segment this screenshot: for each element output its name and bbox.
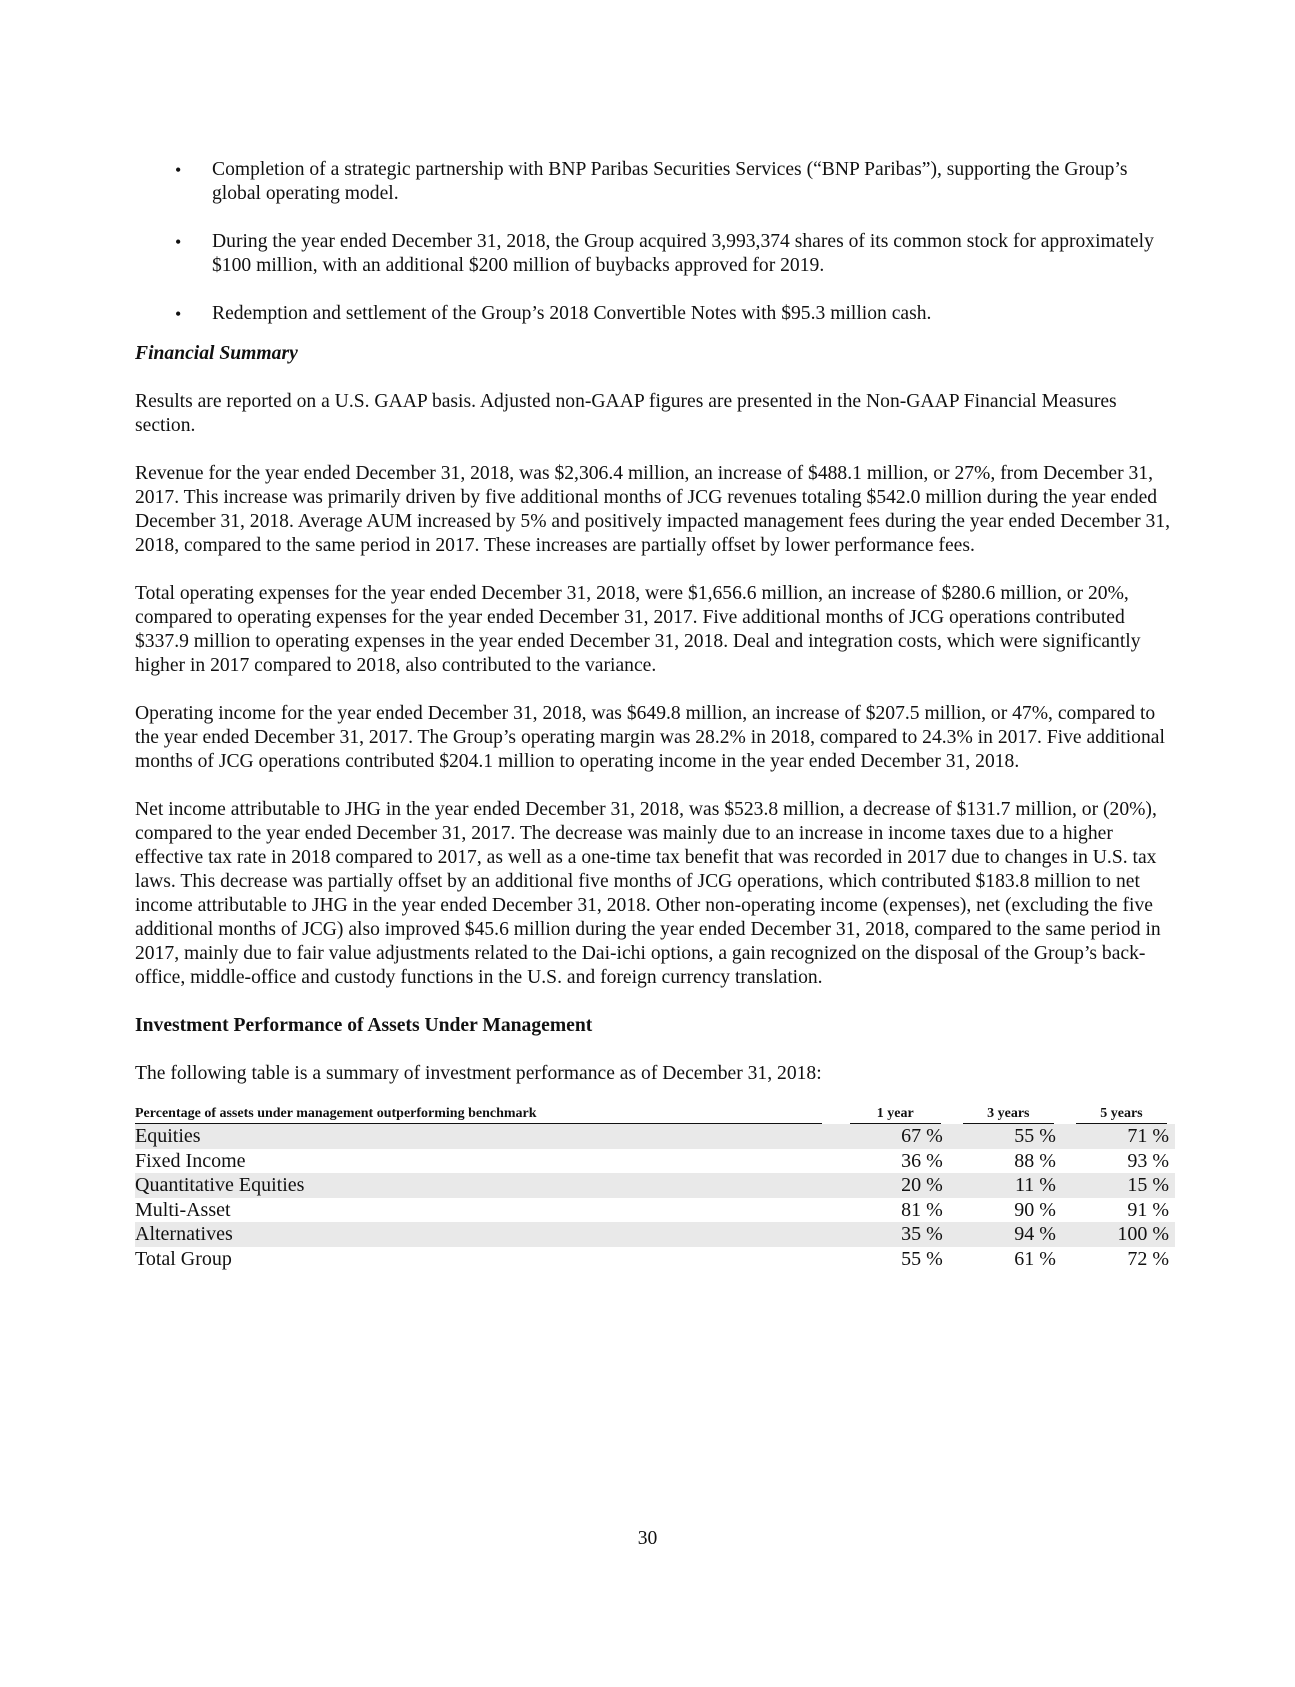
paragraph: Total operating expenses for the year ended December 31, 2018, were $1,656.6 million, an increase of $280.6 million, or 20%, compared to operating expenses for the year ended December 31, 2017. Five additional months of JCG operations contributed $337.9 million to operating expenses in the year ended December 31, 2018. Deal and integration costs, which were significantly higher in 2017 compared to 2018, also contributed to the variance.	[135, 583, 1141, 676]
cell-5-years: 93 %	[1127, 1149, 1169, 1172]
cell-1-year: 20 %	[836, 1173, 949, 1198]
table-row	[135, 1222, 1175, 1247]
table-header-1-year: 1 year	[836, 1106, 949, 1124]
cell-5-years: 100 %	[1062, 1222, 1175, 1247]
bullet-text: During the year ended December 31, 2018, the Group acquired 3,993,374 shares of its common stock for approximately $100 million, with an additional $200 million of buybacks approved for 2019.	[212, 231, 1154, 276]
table-row	[135, 1124, 1175, 1149]
bullet-item	[135, 158, 1175, 206]
bullet-item	[135, 302, 1175, 326]
bullet-text: Redemption and settlement of the Group’s 2018 Convertible Notes with $95.3 million cash.	[212, 303, 932, 324]
table-header-5-years: 5 years	[1062, 1106, 1175, 1124]
cell-1-year: 35 %	[836, 1222, 949, 1247]
table-row	[135, 1198, 1175, 1223]
bullet-list	[135, 158, 1175, 326]
bullet-icon: •	[175, 232, 182, 252]
cell-1-year: 67 %	[836, 1124, 949, 1149]
cell-5-years: 91 %	[1127, 1198, 1169, 1221]
page-number: 30	[637, 1528, 658, 1549]
bullet-text: Completion of a strategic partnership with BNP Paribas Securities Services (“BNP Paribas”), supporting the Group’s global operating model.	[212, 159, 1128, 204]
paragraph: Revenue for the year ended December 31, 2018, was $2,306.4 million, an increase of $488.1 million, or 27%, from December 31, 2017. This increase was primarily driven by five additional months of JCG revenues totaling $542.0 million during the year ended December 31, 2018. Average AUM increased by 5% and positively impacted management fees during the year ended December 31, 2018, compared to the same period in 2017. These increases are partially offset by lower performance fees.	[135, 463, 1171, 556]
investment-performance-heading: Investment Performance of Assets Under Management	[135, 1015, 593, 1036]
cell-5-years: 71 %	[1062, 1124, 1175, 1149]
cell-3-years: 11 %	[949, 1173, 1062, 1198]
bullet-icon: •	[175, 304, 182, 324]
bullet-icon: •	[175, 160, 182, 180]
row-label: Alternatives	[135, 1222, 836, 1247]
cell-3-years: 94 %	[949, 1222, 1062, 1247]
bullet-item	[135, 230, 1175, 278]
table-row	[135, 1149, 1175, 1174]
row-label: Quantitative Equities	[135, 1173, 836, 1198]
row-label: Fixed Income	[135, 1149, 246, 1172]
table-header-row	[135, 1106, 1175, 1124]
cell-1-year: 36 %	[901, 1149, 943, 1172]
cell-3-years: 90 %	[1014, 1198, 1056, 1221]
paragraph: Results are reported on a U.S. GAAP basis. Adjusted non-GAAP figures are presented in the Non-GAAP Financial Measures section.	[135, 391, 1117, 436]
table-row	[135, 1173, 1175, 1198]
paragraph: Net income attributable to JHG in the year ended December 31, 2018, was $523.8 million, a decrease of $131.7 million, or (20%), compared to the year ended December 31, 2017. The decrease was mainly due to an increase in income taxes due to a higher effective tax rate in 2018 compared to 2017, as well as a one-time tax benefit that was recorded in 2017 due to changes in U.S. tax laws. This decrease was partially offset by an additional five months of JCG operations, which contributed $183.8 million to net income attributable to JHG in the year ended December 31, 2018. Other non-operating income (expenses), net (excluding the five additional months of JCG) also improved $45.6 million during the year ended December 31, 2018, compared to the same period in 2017, mainly due to fair value adjustments related to the Dai-ichi options, a gain recognized on the disposal of the Group’s back-office, middle-office and custody functions in the U.S. and foreign currency translation.	[135, 799, 1161, 988]
financial-summary-heading: Financial Summary	[135, 343, 298, 364]
table-intro: The following table is a summary of investment performance as of December 31, 2018:	[135, 1063, 822, 1084]
cell-5-years: 15 %	[1062, 1173, 1175, 1198]
cell-3-years: 55 %	[949, 1124, 1062, 1149]
page-content	[135, 158, 1175, 1271]
cell-3-years: 88 %	[1014, 1149, 1056, 1172]
row-label: Equities	[135, 1124, 836, 1149]
cell-3-years: 61 %	[1014, 1247, 1056, 1270]
cell-1-year: 55 %	[901, 1247, 943, 1270]
row-label: Total Group	[135, 1247, 232, 1270]
table-header-3-years: 3 years	[949, 1106, 1062, 1124]
row-label: Multi-Asset	[135, 1198, 231, 1221]
cell-1-year: 81 %	[901, 1198, 943, 1221]
paragraph: Operating income for the year ended December 31, 2018, was $649.8 million, an increase of $207.5 million, or 47%, compared to the year ended December 31, 2017. The Group’s operating margin was 28.2% in 2018, compared to 24.3% in 2017. Five additional months of JCG operations contributed $204.1 million to operating income in the year ended December 31, 2018.	[135, 703, 1165, 772]
cell-5-years: 72 %	[1127, 1247, 1169, 1270]
table-header-label: Percentage of assets under management outperforming benchmark	[135, 1106, 836, 1124]
performance-table	[135, 1106, 1175, 1271]
table-row	[135, 1247, 1175, 1272]
